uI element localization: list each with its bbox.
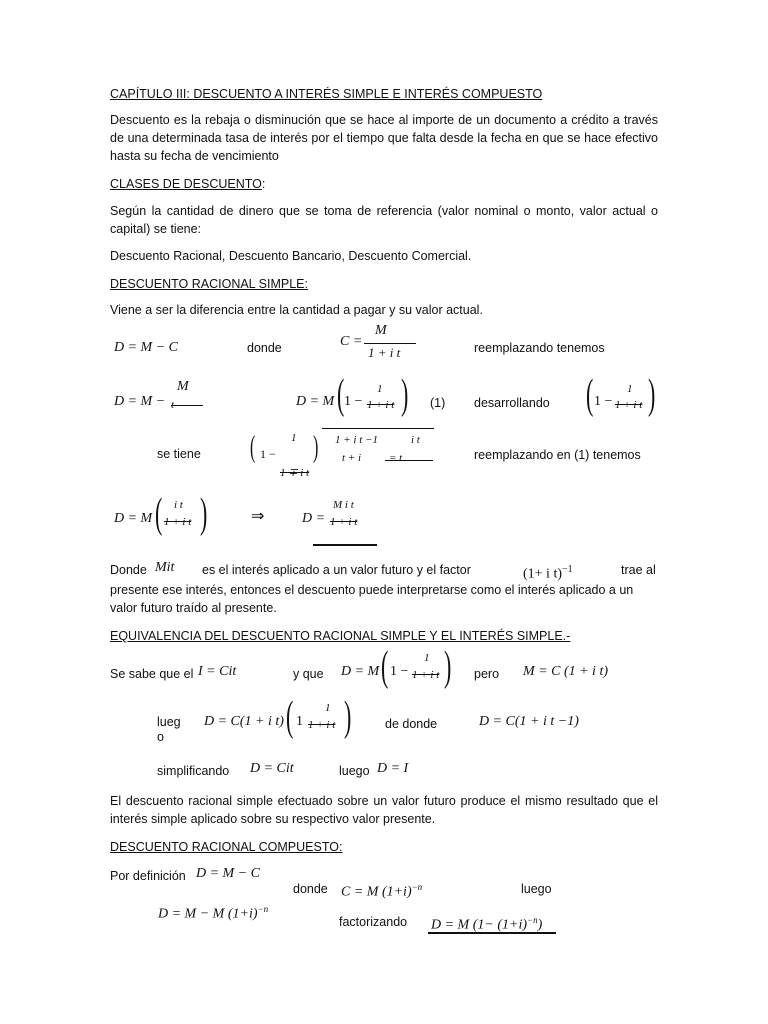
right-paren: ): [648, 370, 656, 418]
formula-d-c: D = C(1 + i t): [204, 714, 284, 729]
formula-3-one: 1 −: [344, 394, 363, 409]
equivalencia-heading: EQUIVALENCIA DEL DESCUENTO RACIONAL SIMPLE Y EL INTERÉS SIMPLE.-: [110, 629, 571, 643]
conclusion-paragraph: El descuento racional simple efectuado sobre un valor futuro produce el mismo resultado que el interés simple aplicado sobre su respectivo valor presente.: [110, 794, 658, 826]
formula-def: D = M − C: [196, 866, 261, 881]
fraction-bar: [171, 405, 203, 406]
st-it: i t: [411, 434, 420, 446]
right-paren: ): [344, 692, 352, 740]
formula-factorized: [431, 912, 542, 934]
eq-d-one: 1 −: [390, 664, 409, 679]
luego-label-2: luego: [521, 882, 552, 896]
st-big-numerator: 1 + i t −1: [335, 434, 378, 446]
fraction-bar: [385, 460, 433, 461]
equation-number: (1): [430, 396, 446, 410]
donde-line-3: valor futuro traído al presente.: [110, 601, 277, 615]
formula-d-cit: D = Cit: [250, 761, 294, 776]
se-sabe-label: Se sabe que el: [110, 667, 194, 681]
formula-2-denominator: t: [171, 399, 175, 411]
formula-5-lhs: D =: [302, 511, 326, 526]
donde-line-2: presente ese interés, entonces el descuento puede interpretarse como el interés aplicado a un: [110, 583, 634, 597]
formula-4-lhs: D = M: [114, 511, 153, 526]
formula-i-cit: I = Cit: [198, 664, 237, 679]
de-donde-label: de donde: [385, 717, 438, 731]
formula-d-m: D = M: [341, 664, 380, 679]
eq-d-denominator: 1 + i t: [412, 669, 440, 681]
d-compound-base: D = M − M (1+i): [158, 906, 258, 922]
st-big-denominator: t + i: [342, 452, 362, 464]
formula-d-compound: [158, 901, 268, 923]
st-denominator: 1 ∓ i t: [280, 467, 310, 479]
fraction-bar: [364, 343, 416, 344]
luego-label-a: lueg: [157, 715, 181, 729]
luego-label-b: o: [157, 730, 164, 744]
left-paren: (: [381, 642, 389, 690]
formula-5-denominator: 1 + i t: [330, 516, 358, 528]
result-underline: [428, 932, 556, 934]
factorizando-label: factorizando: [339, 915, 408, 929]
eq-l-one: 1: [296, 714, 303, 729]
result-underline: [313, 544, 377, 546]
implies-arrow: ⇒: [251, 508, 265, 525]
overline-bar: [322, 428, 434, 429]
por-definicion-label: Por definición: [110, 869, 186, 883]
racional-simple-definition: Viene a ser la diferencia entre la cantidad a pagar y su valor actual.: [110, 303, 483, 317]
chapter-title: CAPÍTULO III: DESCUENTO A INTERÉS SIMPLE E INTERÉS COMPUESTO: [110, 87, 543, 101]
compuesto-heading: DESCUENTO RACIONAL COMPUESTO:: [110, 840, 343, 854]
factor-expression: [523, 562, 573, 583]
donde-label: donde: [247, 341, 282, 355]
clases-list: Descuento Racional, Descuento Bancario, Descuento Comercial.: [110, 249, 472, 263]
formula-3-lhs: D = M: [296, 394, 335, 409]
right-paren: ): [200, 489, 208, 537]
clases-heading: [110, 175, 658, 193]
donde-text: es el interés aplicado a un valor futuro y el factor: [202, 563, 471, 577]
formula-c-lhs: C =: [340, 334, 363, 349]
formula-c-compound: [341, 879, 422, 901]
pero-label: pero: [474, 667, 500, 681]
formula-c-numerator: M: [375, 323, 387, 338]
formula-4-denominator: 1 + i t: [164, 516, 192, 528]
simplificando-label: simplificando: [157, 764, 230, 778]
dev-denominator: 1 + i t: [615, 399, 643, 411]
mit-symbol: Mit: [155, 560, 175, 575]
formula-m-c: M = C (1 + i t): [523, 664, 608, 679]
eq-l-numerator: 1: [325, 702, 331, 714]
c-compound-exp: −n: [411, 882, 423, 892]
formula-c-denominator: 1 + i t: [368, 345, 401, 360]
right-paren: ): [313, 431, 319, 465]
racional-simple-heading: DESCUENTO RACIONAL SIMPLE:: [110, 277, 308, 291]
clases-heading-colon: :: [261, 177, 266, 191]
y-que-label: y que: [293, 667, 324, 681]
reemplazando-en-label: reemplazando en (1) tenemos: [474, 448, 641, 462]
left-paren: (: [337, 370, 345, 418]
desarrollando-label: desarrollando: [474, 396, 550, 410]
right-paren: ): [401, 370, 409, 418]
factorized-base: D = M (1− (1+i): [431, 917, 527, 933]
formula-2-numerator: M: [177, 379, 189, 394]
c-compound-base: C = M (1+i): [341, 884, 412, 900]
formula-4-numerator: i t: [174, 499, 183, 511]
formula-d-c-simplified: D = C(1 + i t −1): [479, 714, 579, 729]
formula-3-numerator: 1: [377, 383, 383, 395]
intro-paragraph: Descuento es la rebaja o disminución que se hace al importe de un documento a crédito a través de una determinada tasa de interés por el tiempo que falta desde la fecha en que se hace efectivo hasta su fecha de vencimiento: [110, 113, 658, 163]
st-equals-t: = t: [389, 452, 403, 464]
factorized-close: ): [537, 917, 543, 933]
dev-one: 1 −: [594, 394, 613, 409]
left-paren: (: [155, 489, 163, 537]
right-paren: ): [444, 642, 452, 690]
luego-label: luego: [339, 764, 370, 778]
clases-heading-text: CLASES DE DESCUENTO: [110, 177, 262, 191]
left-paren: (: [250, 431, 256, 465]
formula-5-numerator: M i t: [333, 499, 354, 511]
formula-d-m-c: D = M − C: [114, 340, 179, 355]
left-paren: (: [586, 370, 594, 418]
factor-exponent: −1: [562, 564, 573, 575]
formula-d-i: D = I: [377, 761, 409, 776]
d-compound-exp: −n: [257, 904, 269, 914]
donde-label-2: donde: [293, 882, 328, 896]
clases-paragraph: Según la cantidad de dinero que se toma de referencia (valor nominal o monto, valor actual o capital) se tiene:: [110, 204, 658, 236]
st-one: 1 −: [260, 447, 276, 461]
left-paren: (: [286, 692, 294, 740]
formula-d-m-minus: D = M −: [114, 394, 166, 409]
trae-al: trae al: [621, 563, 656, 577]
se-tiene-label: se tiene: [157, 447, 201, 461]
st-numerator: 1: [291, 432, 297, 444]
factorized-exp: −n: [527, 915, 538, 925]
factor-base: (1+ i t): [523, 566, 562, 582]
dev-numerator: 1: [627, 383, 633, 395]
reemplazando-label: reemplazando tenemos: [474, 341, 605, 355]
formula-3-denominator: 1 + i t: [367, 399, 395, 411]
eq-d-numerator: 1: [424, 652, 430, 664]
donde-word: Donde: [110, 563, 147, 577]
eq-l-denominator: 1 + i t: [308, 719, 336, 731]
